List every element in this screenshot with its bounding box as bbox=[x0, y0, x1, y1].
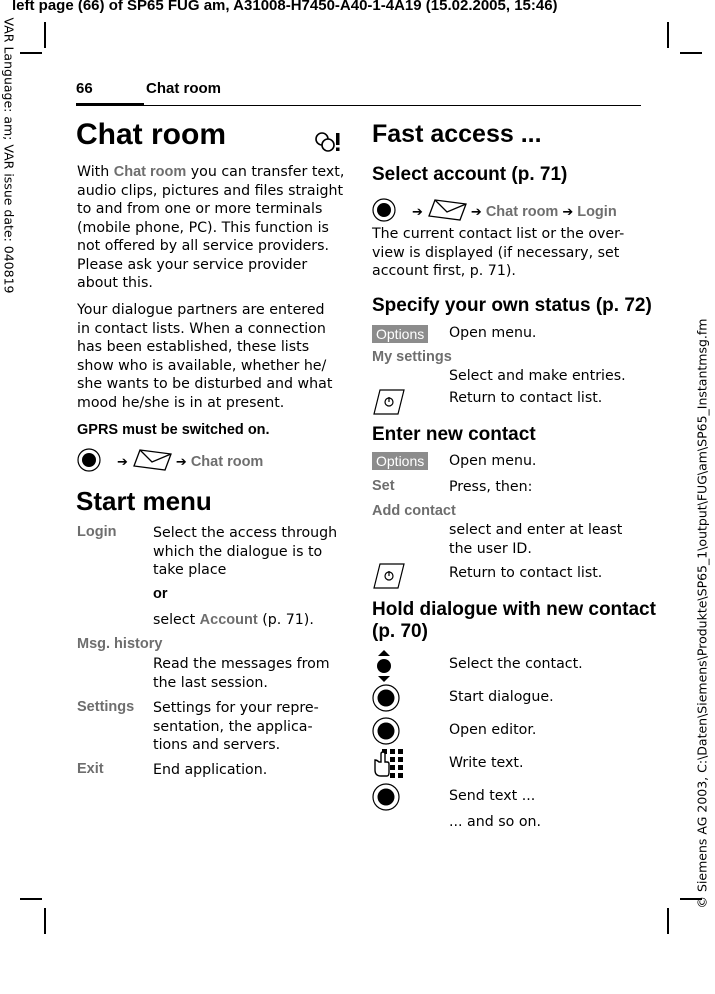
menu-key-msg-history: Msg. history bbox=[77, 636, 163, 652]
arrow-icon: ➔ bbox=[175, 454, 187, 470]
menu-desc-account bbox=[153, 611, 314, 630]
crop-mark bbox=[44, 22, 46, 48]
end-key-icon bbox=[372, 563, 406, 593]
arrow-icon: ➔ bbox=[412, 204, 423, 220]
menu-key-settings: Settings bbox=[77, 699, 135, 715]
desc-line: sentation, the applica- bbox=[153, 718, 313, 735]
keypad-icon bbox=[372, 748, 404, 782]
nav-item-chat-room: Chat room bbox=[190, 454, 264, 470]
scroll-key-icon bbox=[372, 650, 396, 686]
status-heading: Specify your own status (p. 72) bbox=[372, 295, 652, 316]
crop-mark bbox=[20, 52, 42, 54]
options-label: Options bbox=[372, 452, 428, 470]
running-title: Chat room bbox=[146, 80, 221, 97]
desc-line: Read the messages from bbox=[153, 656, 330, 672]
para-line: Your dialogue partners are entered bbox=[77, 302, 325, 318]
header-rule-thick bbox=[76, 103, 144, 106]
step-text: Start dialogue. bbox=[449, 689, 554, 705]
arrow-icon: ➔ bbox=[470, 204, 482, 220]
right-vertical-text: © Siemens AG 2003, C:\Daten\Siemens\Produkte\SP65_1\output\FUG\am\SP65_Instantmsg.fm bbox=[694, 318, 710, 909]
crop-mark bbox=[680, 52, 702, 54]
desc-line: Settings for your repre- bbox=[153, 700, 319, 716]
account-softkey: Account bbox=[199, 612, 258, 628]
intro-line: not offered by all service providers. bbox=[77, 238, 330, 254]
options-softkey bbox=[372, 324, 428, 343]
menu-desc-msg-history bbox=[153, 655, 330, 692]
new-contact-heading: Enter new contact bbox=[372, 424, 536, 445]
intro-line: to and from one or more terminals bbox=[77, 201, 323, 217]
step-text: ... and so on. bbox=[449, 814, 542, 830]
desc-line: the last session. bbox=[153, 674, 268, 691]
return-text: Return to contact list. bbox=[449, 565, 603, 581]
my-settings-key: My settings bbox=[372, 349, 452, 365]
arrow-icon: ➔ bbox=[562, 204, 574, 220]
gprs-note: GPRS must be switched on. bbox=[77, 422, 270, 438]
start-menu-title: Start menu bbox=[76, 486, 212, 516]
header-rule bbox=[144, 105, 641, 106]
nav-path-left bbox=[77, 448, 263, 476]
text-line: the user ID. bbox=[449, 540, 532, 557]
crop-mark bbox=[20, 898, 42, 900]
page-title: Chat room bbox=[76, 118, 226, 151]
options-label: Options bbox=[372, 325, 428, 343]
options-softkey bbox=[372, 451, 428, 470]
crop-mark bbox=[667, 908, 669, 934]
return-text: Return to contact list. bbox=[449, 390, 603, 406]
nav-key-icon bbox=[372, 783, 400, 815]
hold-dialogue-heading bbox=[372, 599, 656, 643]
menu-desc-login bbox=[153, 524, 337, 580]
chat-icon bbox=[313, 130, 343, 158]
intro-paragraph bbox=[77, 163, 347, 293]
desc-word: (p. 71). bbox=[262, 612, 314, 628]
nav-path-right bbox=[372, 198, 617, 226]
press-then-text: Press, then: bbox=[449, 479, 533, 495]
menu-key-login: Login bbox=[77, 524, 117, 540]
left-vertical-text: VAR Language: am; VAR issue date: 040819 bbox=[1, 17, 17, 294]
crop-mark bbox=[667, 22, 669, 48]
nav-key-icon bbox=[372, 198, 396, 226]
arrow-icon: ➔ bbox=[117, 454, 128, 470]
text-line: view is displayed (if necessary, set bbox=[372, 244, 620, 261]
text-line: The current contact list or the over- bbox=[372, 226, 625, 242]
envelope-icon bbox=[132, 449, 172, 475]
menu-desc-settings bbox=[153, 699, 319, 755]
para-line: mood he/she is in at present. bbox=[77, 394, 285, 411]
nav-item-login: Login bbox=[577, 204, 617, 220]
select-entries-text: Select and make entries. bbox=[449, 368, 626, 384]
heading-line: (p. 70) bbox=[372, 621, 428, 642]
print-header-rest: of SP65 FUG am, A31008-H7450-A40-1-4A19 (15.02.2005, 15:46) bbox=[104, 0, 558, 14]
desc-line: tions and servers. bbox=[153, 737, 281, 753]
para-line: has been established, these lists bbox=[77, 339, 310, 355]
desc-line: take place bbox=[153, 562, 227, 578]
nav-key-icon bbox=[77, 448, 101, 476]
intro-word: With bbox=[77, 164, 110, 180]
step-text: Write text. bbox=[449, 755, 524, 771]
fast-access-title: Fast access ... bbox=[372, 120, 542, 148]
para-line: show who is available, whether he/ bbox=[77, 357, 327, 374]
text-line: account first, p. 71). bbox=[372, 263, 516, 279]
add-contact-key: Add contact bbox=[372, 503, 456, 519]
crop-mark bbox=[44, 908, 46, 934]
print-header-bold: left page (66) bbox=[12, 0, 105, 14]
step-text: Select the contact. bbox=[449, 656, 583, 672]
set-key: Set bbox=[372, 478, 395, 494]
step-text: Send text ... bbox=[449, 788, 536, 804]
end-key-icon bbox=[372, 389, 406, 419]
intro-line: audio clips, pictures and files straight bbox=[77, 182, 344, 199]
step-text: Open editor. bbox=[449, 722, 537, 738]
desc-line: Select the access through bbox=[153, 525, 338, 541]
heading-line: Hold dialogue with new contact bbox=[372, 599, 656, 620]
select-account-heading: Select account (p. 71) bbox=[372, 164, 568, 185]
desc-line: which the dialogue is to bbox=[153, 543, 323, 560]
or-text: or bbox=[153, 586, 168, 602]
menu-key-exit: Exit bbox=[77, 761, 104, 777]
para-line: she wants to be disturbed and what bbox=[77, 376, 333, 392]
para-line: in contact lists. When a connection bbox=[77, 320, 326, 337]
intro-line: Please ask your service provider bbox=[77, 256, 308, 273]
select-account-text bbox=[372, 225, 642, 281]
nav-item-chat-room: Chat room bbox=[485, 204, 559, 220]
add-contact-text bbox=[449, 521, 622, 558]
intro-line: you can transfer text, bbox=[190, 164, 345, 180]
menu-desc-exit: End application. bbox=[153, 762, 268, 778]
text-line: select and enter at least bbox=[449, 522, 623, 538]
contact-paragraph bbox=[77, 301, 347, 412]
envelope-icon bbox=[427, 199, 467, 225]
page-number: 66 bbox=[76, 80, 93, 97]
nav-key-icon bbox=[372, 684, 400, 716]
intro-softkey: Chat room bbox=[113, 164, 187, 180]
nav-key-icon bbox=[372, 717, 400, 749]
open-menu-text: Open menu. bbox=[449, 453, 537, 469]
intro-line: (mobile phone, PC). This function is bbox=[77, 219, 329, 236]
intro-line: about this. bbox=[77, 275, 153, 291]
open-menu-text: Open menu. bbox=[449, 325, 537, 341]
print-header bbox=[12, 0, 558, 14]
desc-word: select bbox=[153, 612, 196, 628]
